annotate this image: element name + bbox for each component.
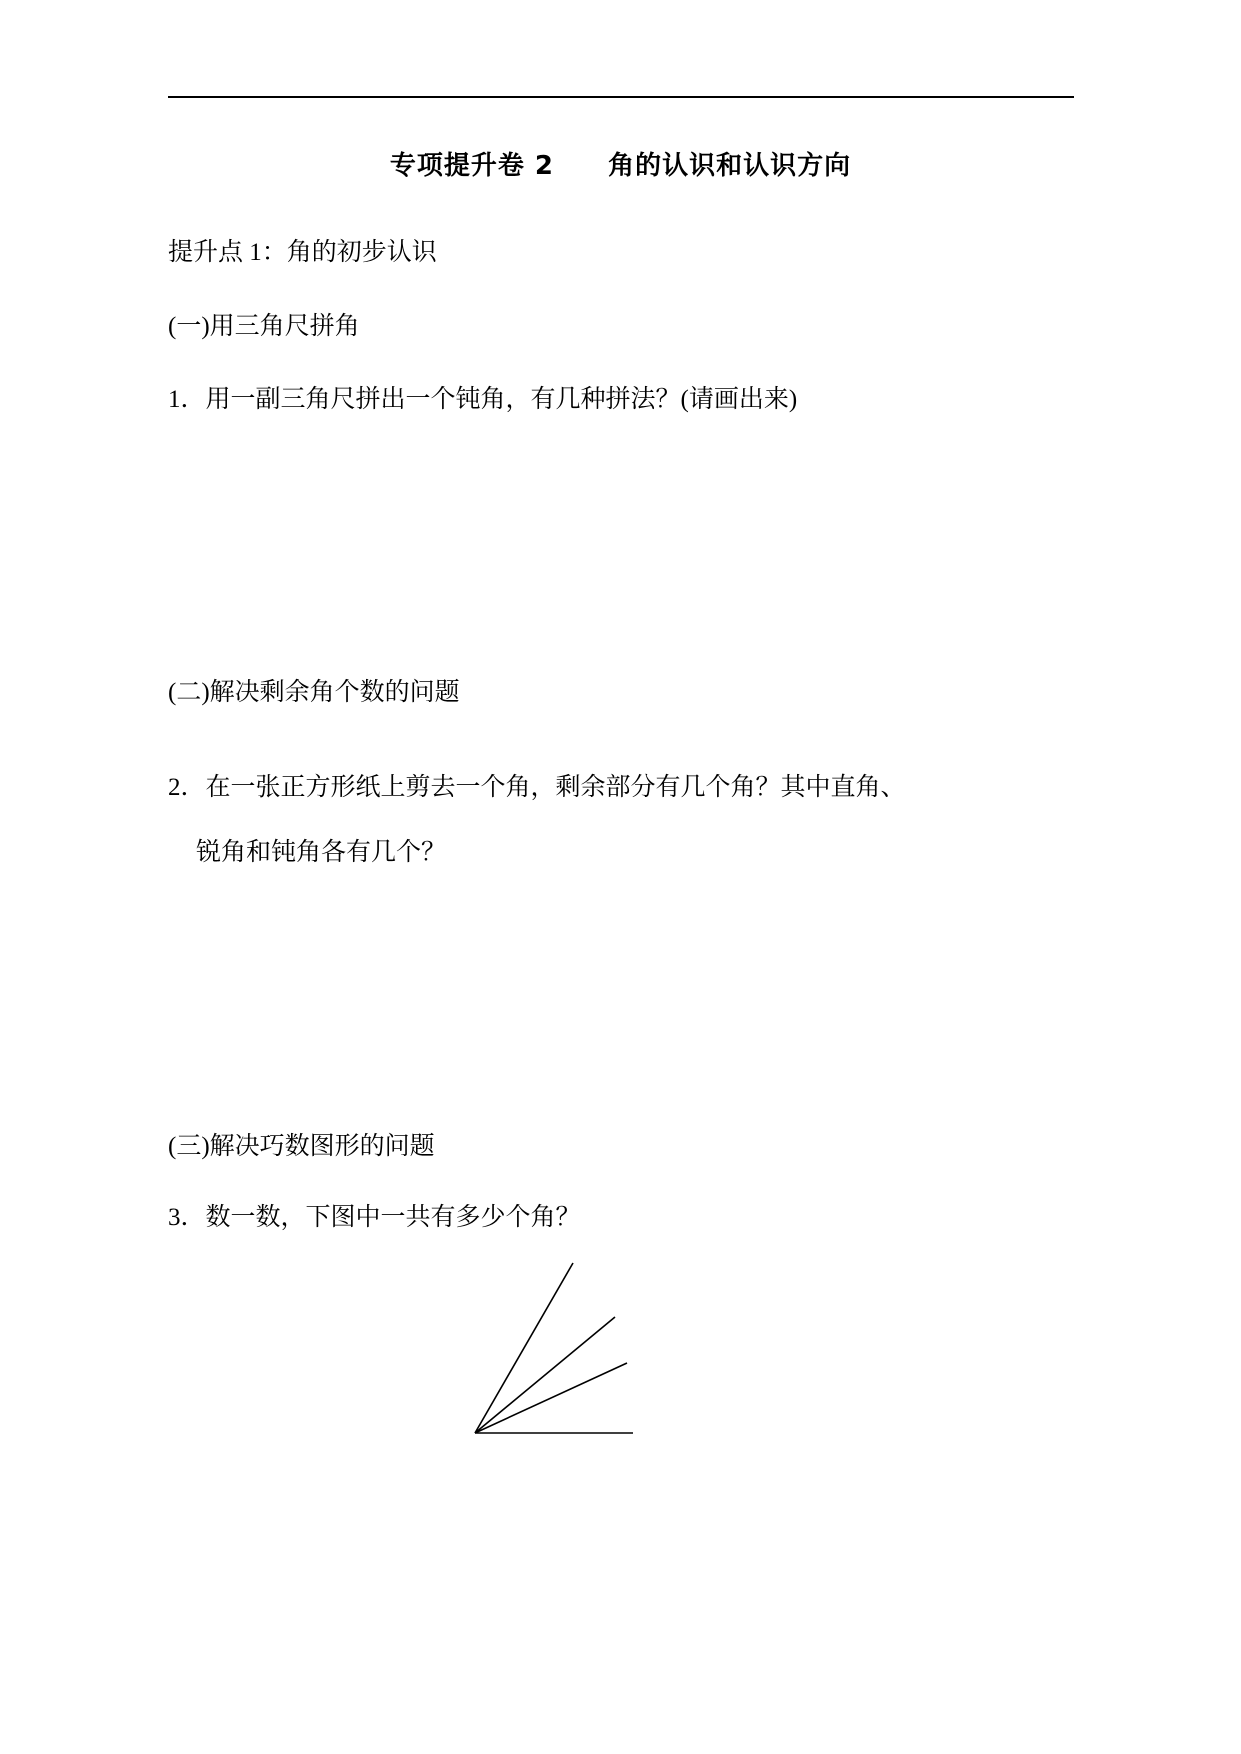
page-title-main: 专项提升卷 2 [389, 151, 554, 181]
angle-rays-svg [455, 1255, 705, 1445]
ray-upper [475, 1263, 573, 1433]
ray-middle-upper [475, 1317, 615, 1433]
page-title-sub: 角的认识和认识方向 [608, 151, 852, 181]
question-3: 3．数一数，下图中一共有多少个角？ [168, 1204, 581, 1231]
page-title [0, 145, 1241, 182]
section-heading-1: 提升点 1：角的初步认识 [168, 239, 437, 266]
question-2-line-2: 锐角和钝角各有几个？ [196, 839, 447, 866]
ray-middle-lower [475, 1363, 627, 1433]
header-rule [168, 96, 1074, 98]
question-1: 1．用一副三角尺拼出一个钝角，有几种拼法？(请画出来) [168, 386, 798, 413]
subsection-heading-b: (二)解决剩余角个数的问题 [168, 679, 460, 706]
question-2-line-1: 2．在一张正方形纸上剪去一个角，剩余部分有几个角？其中直角、 [168, 774, 906, 801]
subsection-heading-c: (三)解决巧数图形的问题 [168, 1133, 435, 1160]
subsection-heading-a: (一)用三角尺拼角 [168, 313, 360, 340]
angle-rays-figure [455, 1255, 705, 1445]
